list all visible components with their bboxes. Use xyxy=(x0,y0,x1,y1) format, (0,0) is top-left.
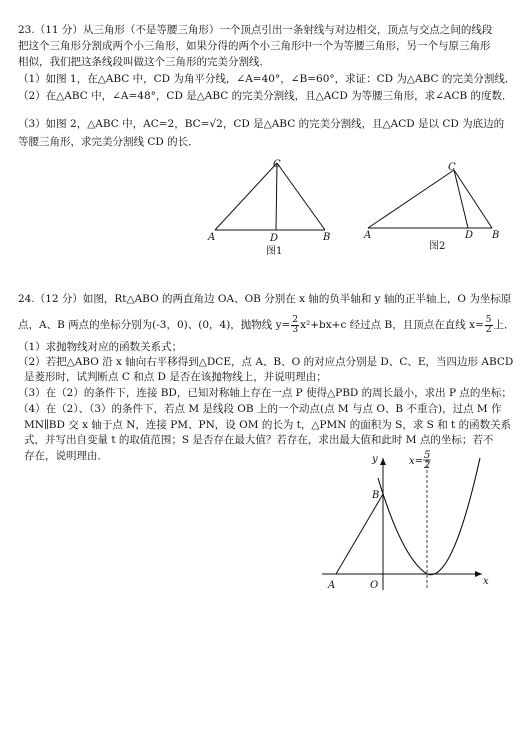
fig1-label-a: A xyxy=(208,232,216,243)
fig1-side-bc xyxy=(277,163,325,230)
label-b: B xyxy=(372,490,380,501)
fraction-five-halves: $\frac{5}{2}$ xyxy=(485,314,492,335)
label-x: x xyxy=(483,576,489,587)
q24-part-1: （1）求抛物线对应的函数关系式； xyxy=(18,341,183,353)
fig2-label-a: A xyxy=(364,230,372,241)
y-axis-arrow xyxy=(380,458,386,465)
fig2-side-bc xyxy=(454,170,492,228)
fig1-segment-cd xyxy=(276,163,277,230)
q24-part-4a: （4）在（2）、（3）的条件下，若点 M 是线段 OB 上的一个动点(点 M 与点 O、B 不重合)，过点 M 作 xyxy=(18,403,502,415)
q24-line-2: 点，A、B 两点的坐标分别为(-3，0)、(0，4)，抛物线 y= $\frac{2}{3}$ x²+bx+c 经过点 B，且顶点在直线 x= $\frac{5}{2}$ 上． xyxy=(18,314,515,335)
label-o: O xyxy=(370,580,379,591)
fig2-segment-cd xyxy=(454,170,468,228)
fig2-label-c: C xyxy=(448,162,456,173)
q24-part-4c: 式，并写出自变量 t 的取值范围；S 是否存在最大值？若存在，求出最大值和此时 M 点的坐标；若不 xyxy=(24,434,494,446)
fig1-caption: 图1 xyxy=(266,246,283,257)
fig1-label-c: C xyxy=(273,159,281,170)
q24-part-2a: （2）若把△ABO 沿 x 轴向右平移得到△DCE，点 A、B、O 的对应点分别是 D、C、E，当四边形 ABCD xyxy=(18,356,514,368)
q24-part-2b: 是菱形时，试判断点 C 和点 D 是否在该抛物线上，并说明理由； xyxy=(24,371,327,383)
q23-line-3: 相似，我们把这条线段叫做这个三角形的完美分割线． xyxy=(18,56,270,68)
q24-part-3: （3）在（2）的条件下，连接 BD，已知对称轴上存在一点 P 使得△PBD 的周长最小，求出 P 点的坐标； xyxy=(18,387,512,399)
q24-part-4d: 存在，说明理由． xyxy=(24,450,108,462)
parabola-graph xyxy=(312,450,497,595)
figure-2 xyxy=(362,160,507,255)
segment-ab xyxy=(336,494,383,574)
fig1-label-d: D xyxy=(270,233,279,244)
label-axis-den: 2 xyxy=(424,460,431,471)
q24-part-4b: MN∥BD 交 x 轴于点 N，连接 PM、PN，设 OM 的长为 t，△PMN 的面积为 S，求 S 和 t 的函数关系 xyxy=(24,419,512,431)
fig2-side-ac xyxy=(368,170,454,228)
fig2-label-d: D xyxy=(465,230,474,241)
figure-1 xyxy=(205,155,345,260)
q23-part-3-cont: 等腰三角形，求完美分割线 CD 的长． xyxy=(18,136,199,148)
fig2-caption: 图2 xyxy=(429,241,446,252)
label-axis-num: 5 xyxy=(424,450,431,461)
label-a: A xyxy=(328,580,336,591)
q23-part-3: （3）如图 2，△ABC 中，AC=2，BC=√2，CD 是△ABC 的完美分割线，且△ACD 是以 CD 为底边的 xyxy=(18,118,505,130)
label-x-equals: x= xyxy=(409,456,424,467)
q23-part-1: （1）如图 1，在△ABC 中，CD 为角平分线，∠A=40°，∠B=60°，求证：CD 为△ABC 的完美分割线． xyxy=(18,73,516,85)
parabola-curve xyxy=(378,458,480,575)
fraction-two-thirds: $\frac{2}{3}$ xyxy=(292,314,299,335)
q23-line-2: 把这个三角形分割成两个小三角形，如果分得的两个小三角形中一个为等腰三角形，另一个与原三角形 xyxy=(18,40,491,52)
sqrt2: √2 xyxy=(209,118,223,130)
label-y: y xyxy=(372,454,378,465)
q24-line-1: 24.（12 分）如图，Rt△ABO 的两直角边 OA、OB 分别在 x 轴的负半轴和 y 轴的正半轴上，O 为坐标原 xyxy=(18,293,512,305)
q23-line-1: 23.（11 分）从三角形（不是等腰三角形）一个顶点引出一条射线与对边相交，顶点与交点之间的线段 xyxy=(18,24,493,36)
fig1-side-ac xyxy=(215,163,277,230)
fig1-label-b: B xyxy=(323,232,331,243)
q23-part-2: （2）在△ABC 中，∠A=48°，CD 是△ABC 的完美分割线，且△ACD 为等腰三角形，求∠ACB 的度数． xyxy=(18,90,513,102)
fig2-label-b: B xyxy=(492,230,500,241)
x-axis-arrow xyxy=(475,571,482,577)
